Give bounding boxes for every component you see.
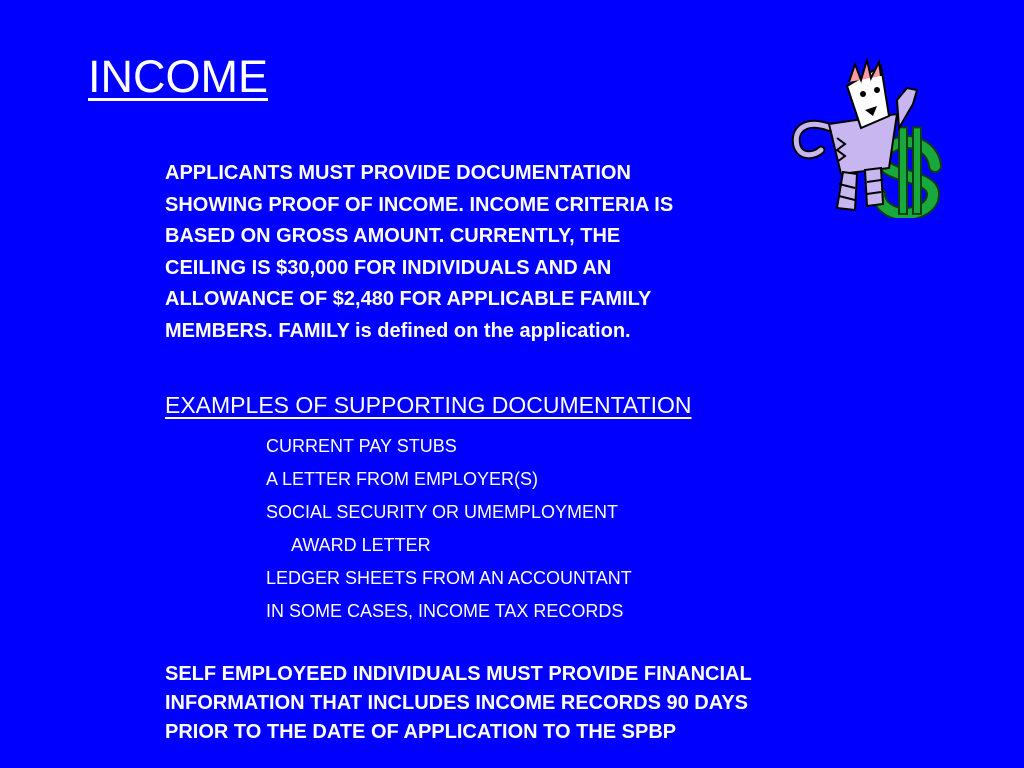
list-item: A LETTER FROM EMPLOYER(S) (266, 469, 539, 489)
intro-line: SHOWING PROOF OF INCOME. INCOME CRITERIA IS (165, 193, 674, 216)
intro-line: ALLOWANCE OF $2,480 FOR APPLICABLE FAMILY (165, 288, 652, 310)
intro-line: CEILING IS $30,000 FOR INDIVIDUALS AND AN (165, 256, 612, 279)
intro-line: BASED ON GROSS AMOUNT. CURRENTLY, THE (165, 225, 621, 247)
intro-paragraph (165, 158, 673, 347)
intro-line: MEMBERS. FAMILY is defined on the application. (165, 319, 631, 342)
slide-title: INCOME (88, 51, 268, 102)
list-item: LEDGER SHEETS FROM AN ACCOUNTANT (266, 568, 632, 588)
closing-line: INFORMATION THAT INCLUDES INCOME RECORDS 90 DAYS (165, 692, 748, 714)
examples-list (266, 430, 632, 628)
intro-line: APPLICANTS MUST PROVIDE DOCUMENTATION (165, 162, 631, 184)
list-item: AWARD LETTER (291, 535, 431, 555)
examples-heading: EXAMPLES OF SUPPORTING DOCUMENTATION (165, 392, 692, 418)
list-item: CURRENT PAY STUBS (266, 436, 457, 456)
closing-line: SELF EMPLOYEED INDIVIDUALS MUST PROVIDE FINANCIAL (165, 663, 752, 685)
closing-line: PRIOR TO THE DATE OF APPLICATION TO THE SPBP (165, 721, 677, 743)
list-item: IN SOME CASES, INCOME TAX RECORDS (266, 601, 624, 621)
list-item: SOCIAL SECURITY OR UMEMPLOYMENT (266, 502, 619, 522)
dollar-sign-character-icon (785, 58, 945, 218)
closing-paragraph (165, 660, 752, 747)
